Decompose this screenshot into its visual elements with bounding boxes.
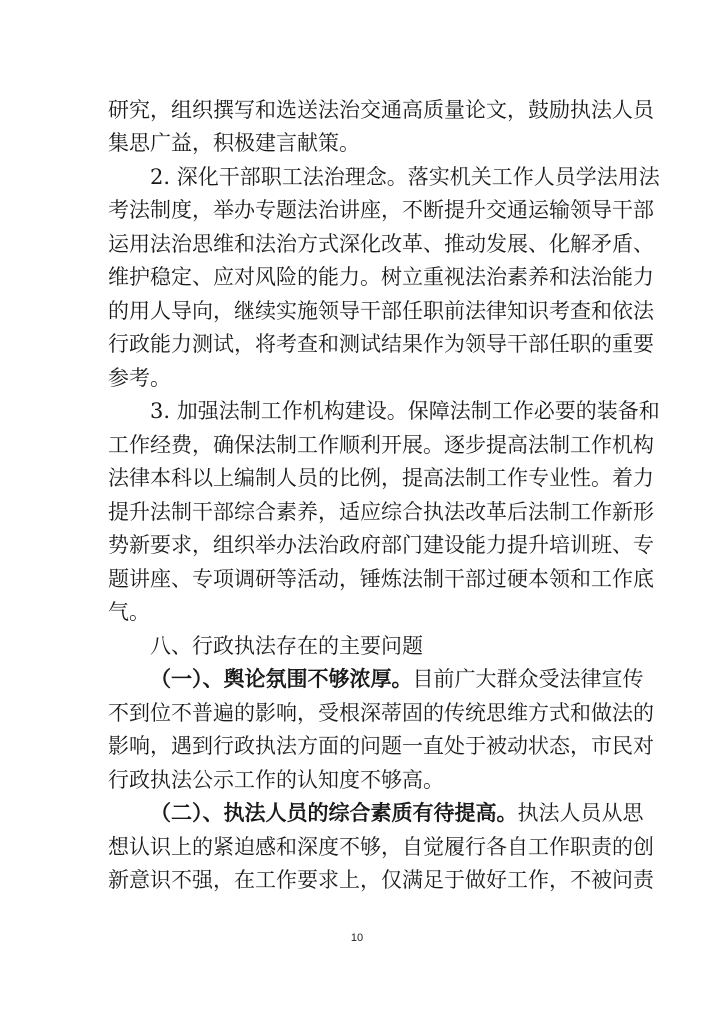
section-heading: 八、行政执法存在的主要问题 [150,634,423,658]
paragraph-text: 目前广大群众受法律宣传 [412,667,644,691]
paragraph-line: 的用人导向，继续实施领导干部任职前法律知识考查和依法 [108,299,654,323]
paragraph-line: 参考。 [108,366,171,390]
paragraph-line [150,798,644,828]
paragraph-line: 考法制度，举办专题法治讲座，不断提升交通运输领导干部 [108,198,654,222]
page-number: 10 [350,932,364,944]
paragraph-line: 气。 [108,600,150,624]
paragraph-line: 势新要求，组织举办法治政府部门建设能力提升培训班、专 [108,533,654,557]
paragraph-line: 2. 深化干部职工法治理念。落实机关工作人员学法用法 [150,165,660,189]
paragraph-line: 想认识上的紧迫感和深度不够，自觉履行各自工作职责的创 [108,835,654,859]
paragraph-line: 3. 加强法制工作机构建设。保障法制工作必要的装备和 [150,399,660,423]
subheading-bold: （二）、执法人员的综合素质有待提高。 [150,801,518,825]
paragraph-line: 研究，组织撰写和选送法治交通高质量论文，鼓励执法人员 [108,98,654,122]
subheading-bold: （一）、舆论氛围不够浓厚。 [150,667,413,691]
paragraph-line: 集思广益，积极建言献策。 [108,131,360,155]
paragraph-line [150,664,644,694]
paragraph-line: 新意识不强，在工作要求上，仅满足于做好工作，不被问责 [108,868,654,892]
paragraph-line: 影响，遇到行政执法方面的问题一直处于被动状态，市民对 [108,734,654,758]
paragraph-line: 运用法治思维和法治方式深化改革、推动发展、化解矛盾、 [108,232,654,256]
paragraph-line: 法律本科以上编制人员的比例，提高法制工作专业性。着力 [108,466,654,490]
paragraph-line: 维护稳定、应对风险的能力。树立重视法治素养和法治能力 [108,265,654,289]
paragraph-text: 执法人员从思 [517,801,644,825]
paragraph-line: 不到位不普遍的影响，受根深蒂固的传统思维方式和做法的 [108,701,654,725]
paragraph-line: 行政能力测试，将考查和测试结果作为领导干部任职的重要 [108,332,654,356]
paragraph-line: 工作经费，确保法制工作顺利开展。逐步提高法制工作机构 [108,433,654,457]
paragraph-line: 行政执法公示工作的认知度不够高。 [108,768,444,792]
paragraph-line: 题讲座、专项调研等活动，锤炼法制干部过硬本领和工作底 [108,567,654,591]
paragraph-line: 提升法制干部综合素养，适应综合执法改革后法制工作新形 [108,500,654,524]
